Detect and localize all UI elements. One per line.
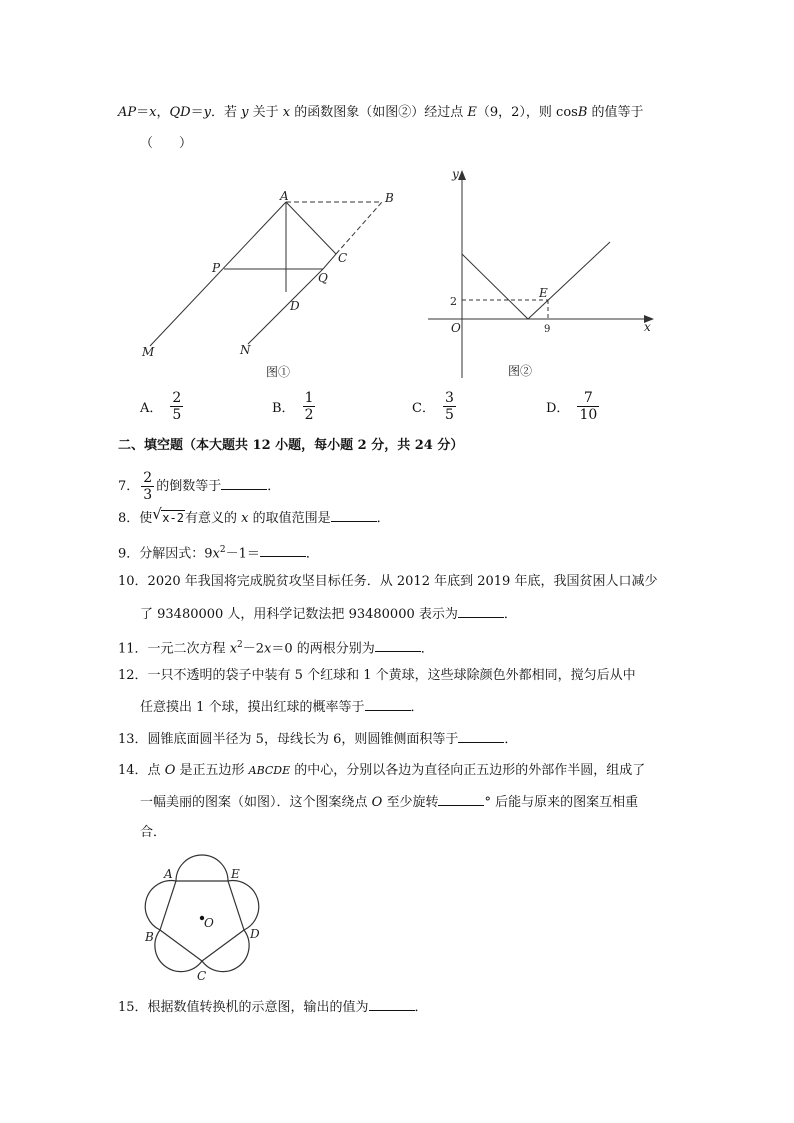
q9-number: 9．分解因式：9 xyxy=(118,546,213,562)
q6-y2: y xyxy=(241,105,249,120)
q9-sup: 2 xyxy=(219,545,226,555)
fig1-label-M: M xyxy=(142,345,155,359)
question-7 xyxy=(118,470,280,503)
q12-answer-blank[interactable] xyxy=(365,698,411,711)
option-a-num: 2 xyxy=(172,390,182,406)
fig2-label-9: 9 xyxy=(544,324,551,335)
q12-line-2 xyxy=(140,698,424,717)
q9-text: －1＝ xyxy=(225,546,260,562)
fig3-label-D: D xyxy=(250,927,260,941)
option-b-num: 1 xyxy=(304,390,314,406)
option-d-num: 7 xyxy=(577,390,599,407)
q12-line-2-text: 任意摸出 1 个球，摸出红球的概率等于 xyxy=(140,700,365,715)
q7-fraction xyxy=(141,470,154,503)
q6-coords: （9，2），则 cos xyxy=(476,105,578,120)
q9-answer-blank[interactable] xyxy=(260,544,306,557)
q14-pre: 14．点 xyxy=(118,763,165,778)
fig3-label-C: C xyxy=(197,969,207,983)
q10-end: ． xyxy=(503,607,517,622)
q11-var2: x xyxy=(264,641,272,657)
fig1-line-AC xyxy=(286,202,336,254)
fig2-label-O: O xyxy=(451,321,461,335)
question-15 xyxy=(118,998,428,1017)
option-d-label: D． xyxy=(546,401,570,416)
option-c-fraction xyxy=(443,390,456,423)
option-c-den: 5 xyxy=(444,407,454,423)
q6-y: y xyxy=(203,105,211,120)
fig2-caption: 图② xyxy=(508,364,533,378)
fig1-label-Q: Q xyxy=(318,271,328,285)
q14-abcde: ABCDE xyxy=(248,764,291,777)
q11-answer-blank[interactable] xyxy=(375,639,421,652)
q12-line-1: 12．一只不透明的袋子中装有 5 个红球和 1 个黄球，这些球除颜色外都相同，搅匀后从中 xyxy=(118,668,636,683)
q11-mid: －2 xyxy=(242,641,265,657)
fig2-function-graph xyxy=(462,242,610,319)
option-a[interactable] xyxy=(140,390,185,423)
q6-mid: ．若 xyxy=(210,105,242,120)
q6-comma: ， xyxy=(156,105,170,120)
option-b[interactable] xyxy=(272,390,317,423)
figure-1 xyxy=(130,180,410,385)
q8-number: 8．使 xyxy=(118,511,153,526)
fig1-label-C: C xyxy=(338,251,348,265)
fig3-label-B: B xyxy=(145,930,154,944)
option-b-den: 2 xyxy=(304,407,314,423)
fig1-label-P: P xyxy=(212,261,221,275)
q14-line-2b: 至少旋转 xyxy=(382,795,439,810)
q14-line-2 xyxy=(140,793,638,812)
option-b-fraction xyxy=(303,390,316,423)
q6-end: 的值等于 xyxy=(587,105,644,120)
q8-radicand: x-2 xyxy=(162,511,184,525)
q15-answer-blank[interactable] xyxy=(369,998,415,1011)
q13-text: 13．圆锥底面圆半径为 5，母线长为 6，则圆锥侧面积等于 xyxy=(118,732,459,747)
q10-line-2 xyxy=(140,605,517,624)
q14-o2: O xyxy=(371,795,383,810)
q9-end: ． xyxy=(305,546,319,562)
q10-line-1: 10．2020 年我国将完成脱贫攻坚目标任务．从 2012 年底到 2019 年底，我国贫困人口减少 xyxy=(118,574,658,589)
q10-line-2-text: 了 93480000 人，用科学记数法把 93480000 表示为 xyxy=(140,607,458,622)
q14-mid: 是正五边形 xyxy=(175,763,249,778)
fig1-dashed-CB xyxy=(336,202,382,254)
q8-text: 有意义的 xyxy=(184,511,242,526)
fig2-label-E: E xyxy=(539,286,548,300)
q7-end: ． xyxy=(267,479,281,494)
q6-b: B xyxy=(577,105,588,120)
question-8 xyxy=(118,505,390,528)
option-c[interactable] xyxy=(412,390,458,423)
q6-x2: x xyxy=(282,105,291,120)
q7-frac-num: 2 xyxy=(143,470,153,486)
fig1-label-D: D xyxy=(290,299,300,313)
q11-post: ＝0 的两根分别为 xyxy=(271,641,375,657)
q11-var1: x xyxy=(229,641,238,657)
q6-eq2: ＝ xyxy=(190,105,204,120)
q13-answer-blank[interactable] xyxy=(458,730,504,743)
q6-mid2: 关于 xyxy=(248,105,283,120)
option-a-den: 5 xyxy=(172,407,182,423)
fig3-arc-ED xyxy=(228,881,259,930)
q8-text2: 的取值范围是 xyxy=(248,511,331,526)
q9-var: x xyxy=(212,546,220,562)
question-11 xyxy=(118,636,434,658)
q14-post: 的中心，分别以各边为直径向正五边形的外部作半圆，组成了 xyxy=(290,763,646,778)
q11-end: ． xyxy=(420,641,434,657)
q7-text: 的倒数等于 xyxy=(156,479,222,494)
fig3-pentagon xyxy=(160,881,244,961)
q6-x: x xyxy=(149,105,157,120)
question-9 xyxy=(118,541,319,563)
q6-answer-paren: （ ） xyxy=(140,136,193,151)
q8-answer-blank[interactable] xyxy=(331,509,377,522)
fig2-label-2: 2 xyxy=(450,295,457,308)
q15-text: 15．根据数值转换机的示意图，输出的值为 xyxy=(118,1000,369,1015)
fig3-label-E: E xyxy=(231,867,240,881)
fig1-label-A: A xyxy=(280,189,289,203)
fig3-label-A: A xyxy=(164,867,173,881)
q11-sup: 2 xyxy=(237,640,243,650)
q6-eq1: ＝ xyxy=(136,105,150,120)
option-d[interactable] xyxy=(546,390,601,423)
option-b-label: B． xyxy=(272,401,295,416)
option-d-den: 10 xyxy=(579,407,598,423)
q8-end: ． xyxy=(376,511,390,526)
q10-answer-blank[interactable] xyxy=(458,605,504,618)
option-a-label: A． xyxy=(140,401,163,416)
q6-qd: QD xyxy=(169,105,191,120)
option-d-fraction xyxy=(577,390,599,423)
q7-frac-den: 3 xyxy=(143,487,153,503)
fig1-label-N: N xyxy=(240,343,251,357)
q14-line-1 xyxy=(118,762,645,780)
fig3-arc-BA xyxy=(145,881,176,930)
question-13 xyxy=(118,730,517,749)
option-c-num: 3 xyxy=(444,390,454,406)
section-2-title: 二、填空题（本大题共 12 小题，每小题 2 分，共 24 分） xyxy=(118,438,464,453)
q14-line-3: 合． xyxy=(140,825,167,840)
q13-end: ． xyxy=(504,732,518,747)
figure-2 xyxy=(420,160,670,385)
figure-3-pentagon-flower xyxy=(130,848,280,988)
q7-answer-blank[interactable] xyxy=(221,477,267,490)
q6-text-line xyxy=(118,104,644,122)
fig1-label-B: B xyxy=(385,191,394,205)
q12-end: ． xyxy=(410,700,424,715)
q8-sqrt xyxy=(152,505,185,527)
option-c-label: C． xyxy=(412,401,435,416)
fig3-arc-CB xyxy=(155,930,202,972)
q8-var: x xyxy=(241,511,249,526)
q7-number: 7． xyxy=(118,479,140,494)
fig3-arc-AE xyxy=(176,855,228,881)
option-a-fraction xyxy=(170,390,183,423)
q6-ap: AP xyxy=(118,105,137,120)
q14-line-2c: ° 后能与原来的图案互相重 xyxy=(484,795,639,810)
fig3-arc-DC xyxy=(202,930,249,972)
fig1-line-DC xyxy=(323,254,336,269)
q14-o: O xyxy=(164,763,176,778)
q11-pre: 11．一元二次方程 xyxy=(118,641,230,657)
fig2-label-x: x xyxy=(644,320,651,334)
fig2-label-y: y xyxy=(452,167,459,181)
sqrt-icon: √ xyxy=(152,505,162,523)
q14-line-2a: 一幅美丽的图案（如图）．这个图案绕点 xyxy=(140,795,372,810)
q6-post: 的函数图象（如图②）经过点 xyxy=(290,105,468,120)
q15-end: ． xyxy=(414,1000,428,1015)
fig1-caption: 图① xyxy=(266,365,291,379)
fig3-label-O: O xyxy=(204,916,214,930)
q14-answer-blank[interactable] xyxy=(438,793,484,806)
q6-e: E xyxy=(467,105,477,120)
